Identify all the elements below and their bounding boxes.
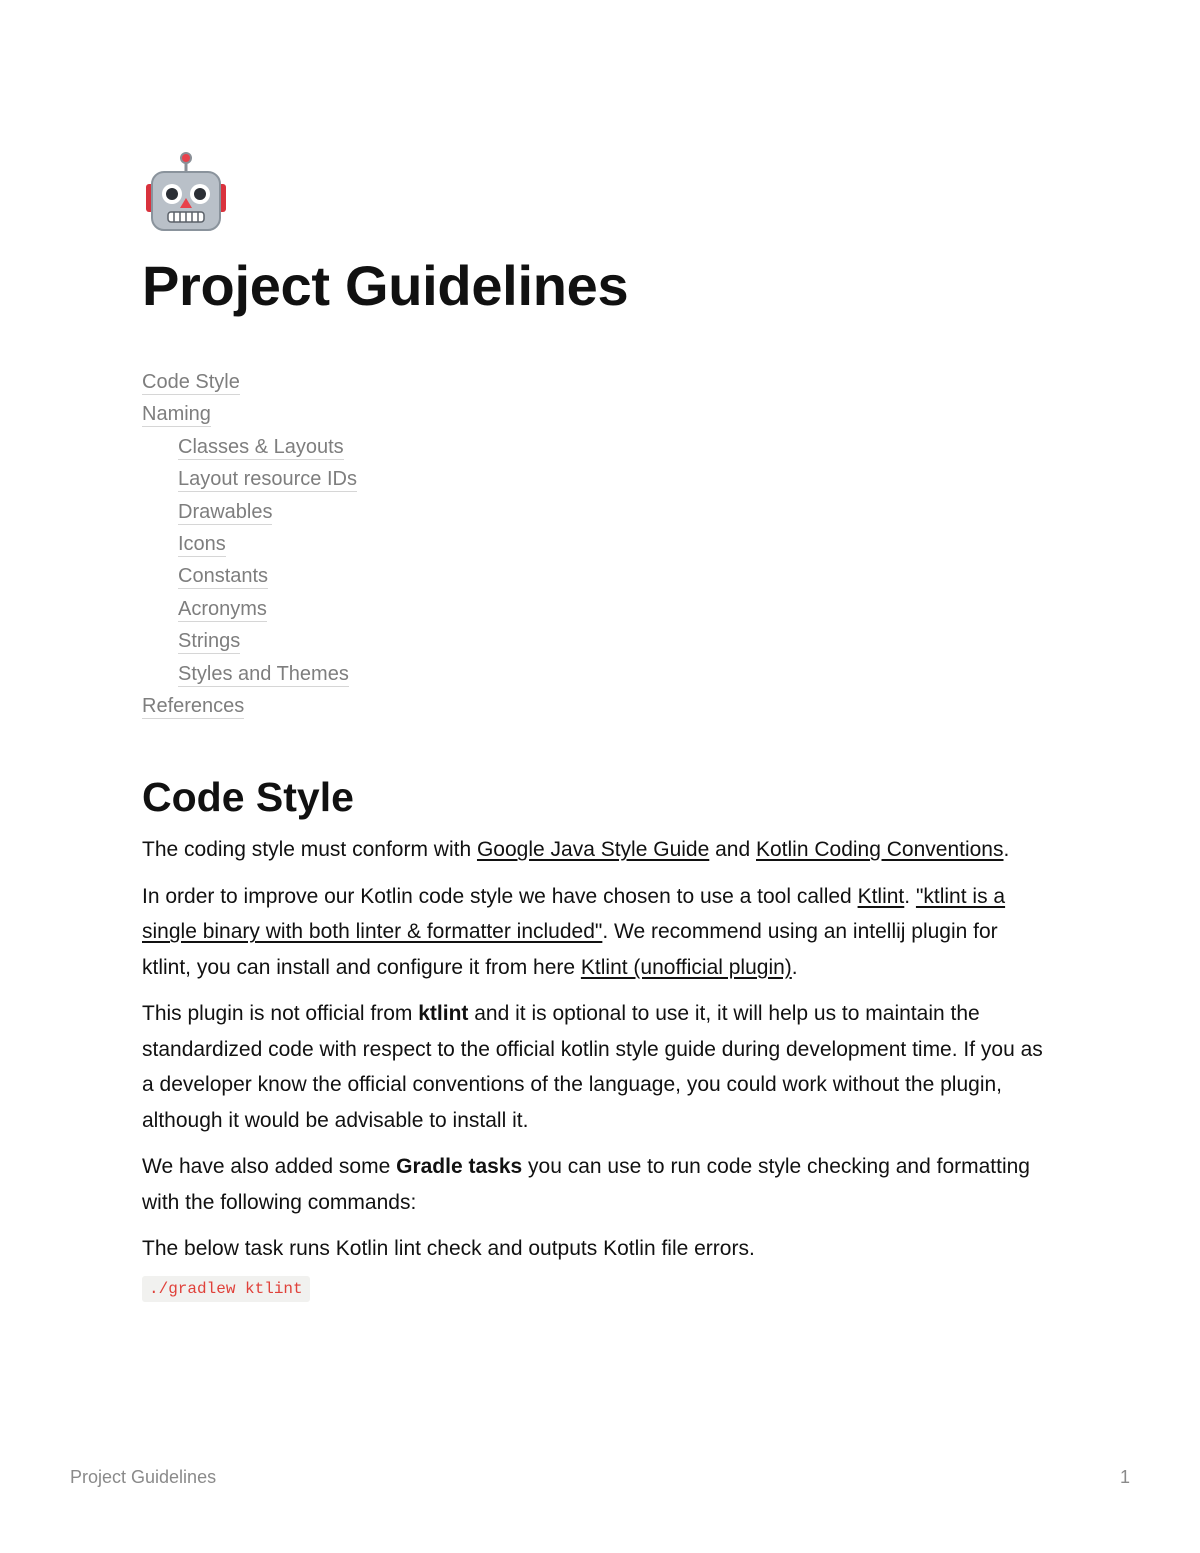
toc-link-acronyms[interactable]: Acronyms bbox=[178, 597, 267, 620]
toc-link-layout-resource-ids[interactable]: Layout resource IDs bbox=[178, 468, 357, 491]
paragraph-gradle-tasks bbox=[142, 1149, 1052, 1220]
link-ktlint-unofficial-plugin[interactable]: Ktlint (unofficial plugin) bbox=[580, 955, 792, 979]
document-page bbox=[142, 150, 1052, 1302]
page-title: Project Guidelines bbox=[142, 254, 629, 317]
text-span: . We recommend using an intellij plugin for ktlint, you can install and configure it from here bbox=[142, 920, 998, 979]
text-span: and bbox=[709, 838, 756, 862]
text-span: In order to improve our Kotlin code style we have chosen to use a tool called bbox=[142, 884, 858, 908]
toc-item-references bbox=[142, 690, 1052, 722]
text-span: The coding style must conform with bbox=[142, 838, 477, 862]
toc-item-naming bbox=[142, 398, 1052, 430]
text-span: . bbox=[1003, 838, 1010, 862]
toc-link-code-style[interactable]: Code Style bbox=[142, 371, 240, 393]
toc-item-styles-themes bbox=[142, 658, 1052, 690]
text-span: . bbox=[904, 884, 916, 908]
toc-link-icons[interactable]: Icons bbox=[178, 532, 226, 555]
toc-item-code-style bbox=[142, 366, 1052, 398]
section-heading-code-style: Code Style bbox=[142, 774, 354, 821]
toc-link-references[interactable]: References bbox=[142, 694, 245, 717]
toc-link-naming[interactable]: Naming bbox=[142, 403, 211, 426]
bold-text: ktlint bbox=[418, 1002, 469, 1026]
toc-link-constants[interactable]: Constants bbox=[178, 565, 269, 588]
footer-page-number: 1 bbox=[1119, 1467, 1130, 1487]
toc-link-drawables[interactable]: Drawables bbox=[178, 500, 273, 523]
paragraph-lint-check: The below task runs Kotlin lint check and outputs Kotlin file errors. bbox=[142, 1237, 755, 1261]
toc-item-strings bbox=[142, 625, 1052, 657]
bold-text: Gradle tasks bbox=[396, 1155, 523, 1179]
link-google-java-style-guide[interactable]: Google Java Style Guide bbox=[476, 838, 710, 862]
toc-item-layout-resource-ids bbox=[142, 463, 1052, 495]
paragraph-style-guides bbox=[142, 832, 1052, 868]
text-span: This plugin is not official from bbox=[142, 1002, 419, 1026]
link-ktlint-quote[interactable]: "ktlint is a single binary with both linter & formatter included" bbox=[142, 884, 1006, 944]
link-kotlin-coding-conventions[interactable]: Kotlin Coding Conventions bbox=[756, 838, 1004, 862]
text-span: and it is optional to use it, it will help us to maintain the standardized code with respect to the official kotlin style guide during development time. If you as a developer know the official conventions of the language, you could work without the plugin, although it would be advisable to install it. bbox=[142, 1002, 1043, 1132]
toc-item-drawables bbox=[142, 496, 1052, 528]
paragraph-ktlint-intro bbox=[142, 879, 1052, 986]
inline-code-gradlew-ktlint: ./gradlew ktlint bbox=[142, 1276, 310, 1302]
table-of-contents bbox=[142, 366, 1052, 722]
robot-face-icon bbox=[144, 150, 228, 234]
toc-item-icons bbox=[142, 528, 1052, 560]
toc-item-acronyms bbox=[142, 593, 1052, 625]
footer-title: Project Guidelines bbox=[70, 1467, 217, 1487]
link-ktlint[interactable]: Ktlint bbox=[857, 884, 905, 908]
toc-item-constants bbox=[142, 560, 1052, 592]
toc-link-classes-layouts[interactable]: Classes & Layouts bbox=[178, 435, 344, 458]
paragraph-plugin-optional bbox=[142, 996, 1052, 1138]
text-span: We have also added some bbox=[142, 1155, 397, 1179]
toc-item-classes-layouts bbox=[142, 431, 1052, 463]
text-span: you can use to run code style checking and formatting with the following commands: bbox=[142, 1155, 1030, 1214]
toc-link-styles-themes[interactable]: Styles and Themes bbox=[178, 662, 349, 685]
toc-link-strings[interactable]: Strings bbox=[178, 630, 241, 653]
text-span: . bbox=[791, 955, 798, 979]
